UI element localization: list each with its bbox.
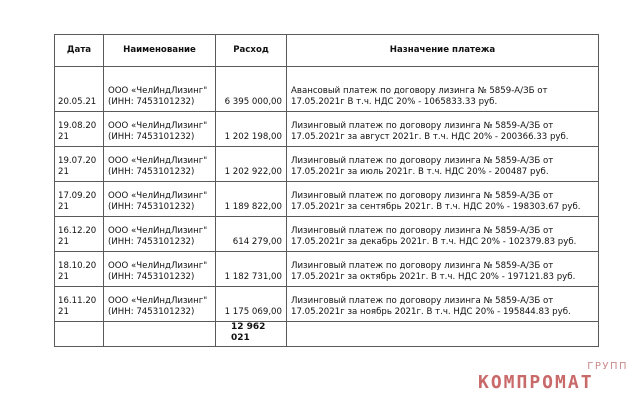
amount-cell: 6 395 000,00 [216,67,287,112]
purpose-cell-line: 17.05.2021г за октябрь 2021г. В т.ч. НДС 20% - 197121.83 руб. [291,272,576,282]
table-row [55,182,599,217]
date-cell-line: 21 [58,202,69,212]
total-amount: 12 962 021 [216,322,287,347]
name-cell [104,217,216,252]
purpose-cell [287,182,599,217]
purpose-cell-line: 17.05.2021г за декабрь 2021г. В т.ч. НДС 20% - 102379.83 руб. [291,237,577,247]
date-cell-line: 20.05.21 [58,97,97,107]
name-cell [104,287,216,322]
name-cell [104,252,216,287]
purpose-cell-line: Лизинговый платеж по договору лизинга № 5859-А/ЗБ от [291,191,554,201]
date-cell [55,67,104,112]
date-cell-line: 18.10.20 [58,261,97,271]
table-row [55,67,599,112]
amount-cell: 1 202 198,00 [216,112,287,147]
date-cell-line: 21 [58,307,69,317]
name-cell [104,112,216,147]
name-cell-line: (ИНН: 7453101232) [108,132,195,142]
name-cell-line: ООО «ЧелИндЛизинг" [108,296,208,306]
date-cell [55,147,104,182]
date-cell [55,112,104,147]
table-body [55,67,599,322]
watermark-main-text: КОМПРОМАТ [478,372,594,393]
name-cell-line: ООО «ЧелИндЛизинг" [108,121,208,131]
total-empty-cell [55,322,104,347]
purpose-cell-line: Лизинговый платеж по договору лизинга № 5859-А/ЗБ от [291,261,554,271]
date-cell-line: 21 [58,237,69,247]
payments-table [54,34,599,347]
date-cell [55,182,104,217]
watermark-logo [478,361,628,401]
name-cell-line: ООО «ЧелИндЛизинг" [108,261,208,271]
date-cell-line: 16.11.20 [58,296,97,306]
header-name: Наименование [104,35,216,67]
purpose-cell-line: Авансовый платеж по договору лизинга № 5859-А/ЗБ от [291,86,548,96]
purpose-cell-line: 17.05.2021г В т.ч. НДС 20% - 1065833.33 руб. [291,97,498,107]
header-date: Дата [55,35,104,67]
purpose-cell-line: 17.05.2021г за июль 2021г. В т.ч. НДС 20% - 200487 руб. [291,167,549,177]
table-row [55,217,599,252]
date-cell [55,287,104,322]
purpose-cell [287,147,599,182]
name-cell-line: (ИНН: 7453101232) [108,202,195,212]
name-cell-line: (ИНН: 7453101232) [108,307,195,317]
name-cell [104,182,216,217]
name-cell-line: ООО «ЧелИндЛизинг" [108,191,208,201]
date-cell-line: 21 [58,132,69,142]
purpose-cell-line: 17.05.2021г за август 2021г. В т.ч. НДС 20% - 200366.33 руб. [291,132,569,142]
watermark-top-text: ГРУПП [587,361,628,372]
name-cell-line: (ИНН: 7453101232) [108,272,195,282]
table-row [55,252,599,287]
purpose-cell [287,287,599,322]
amount-cell: 1 189 822,00 [216,182,287,217]
date-cell-line: 21 [58,272,69,282]
purpose-cell-line: Лизинговый платеж по договору лизинга № 5859-А/ЗБ от [291,226,554,236]
purpose-cell [287,217,599,252]
name-cell-line: (ИНН: 7453101232) [108,167,195,177]
date-cell [55,217,104,252]
name-cell [104,147,216,182]
header-expense: Расход [216,35,287,67]
purpose-cell-line: Лизинговый платеж по договору лизинга № 5859-А/ЗБ от [291,156,554,166]
purpose-cell [287,67,599,112]
purpose-cell-line: Лизинговый платеж по договору лизинга № 5859-А/ЗБ от [291,121,554,131]
amount-cell: 614 279,00 [216,217,287,252]
date-cell-line: 19.08.20 [58,121,97,131]
total-row [55,322,599,347]
name-cell-line: (ИНН: 7453101232) [108,237,195,247]
table-header-row [55,35,599,67]
amount-cell: 1 202 922,00 [216,147,287,182]
purpose-cell [287,112,599,147]
amount-cell: 1 175 069,00 [216,287,287,322]
name-cell [104,67,216,112]
purpose-cell [287,252,599,287]
name-cell-line: ООО «ЧелИндЛизинг" [108,226,208,236]
name-cell-line: ООО «ЧелИндЛизинг" [108,86,208,96]
date-cell-line: 17.09.20 [58,191,97,201]
purpose-cell-line: Лизинговый платеж по договору лизинга № 5859-А/ЗБ от [291,296,554,306]
purpose-cell-line: 17.05.2021г за сентябрь 2021г. В т.ч. НДС 20% - 198303.67 руб. [291,202,581,212]
date-cell [55,252,104,287]
table-row [55,287,599,322]
date-cell-line: 19.07.20 [58,156,97,166]
name-cell-line: ООО «ЧелИндЛизинг" [108,156,208,166]
table-row [55,147,599,182]
name-cell-line: (ИНН: 7453101232) [108,97,195,107]
date-cell-line: 16.12.20 [58,226,97,236]
purpose-cell-line: 17.05.2021г за ноябрь 2021г. В т.ч. НДС 20% - 195844.83 руб. [291,307,571,317]
total-empty-cell [287,322,599,347]
table-row [55,112,599,147]
header-purpose: Назначение платежа [287,35,599,67]
total-empty-cell [104,322,216,347]
date-cell-line: 21 [58,167,69,177]
amount-cell: 1 182 731,00 [216,252,287,287]
